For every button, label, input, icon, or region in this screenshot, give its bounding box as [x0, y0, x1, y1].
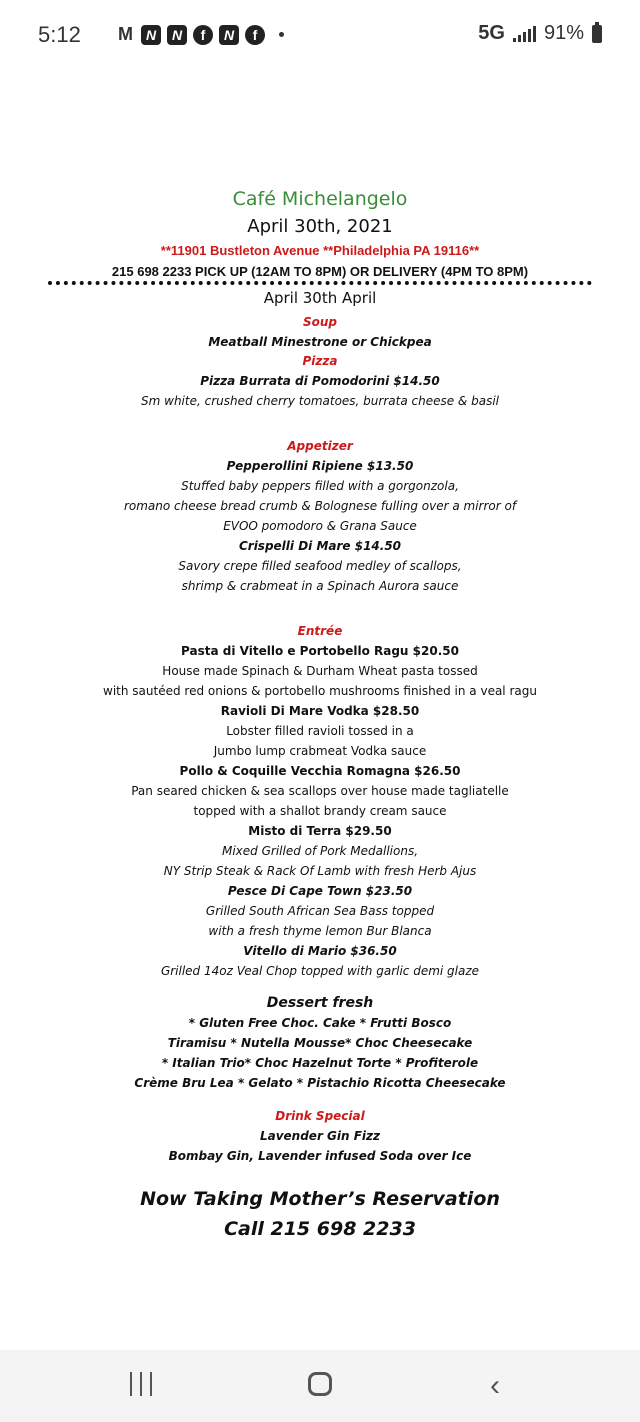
appetizer-2-name: Crispelli Di Mare $14.50 [238, 539, 402, 553]
appetizer-1-desc-1: Stuffed baby peppers filled with a gorgonzola, [181, 479, 459, 493]
entree-6-desc-1: Grilled 14oz Veal Chop topped with garlic demi glaze [160, 964, 480, 978]
entree-4-desc-2: NY Strip Steak & Rack Of Lamb with fresh Herb Ajus [163, 864, 477, 878]
facebook-icon: f [245, 25, 265, 45]
nextdoor-icon: N [167, 25, 187, 45]
entree-1-name: Pasta di Vitello e Portobello Ragu $20.50 [181, 644, 459, 658]
status-bar [0, 0, 640, 72]
restaurant-name: Café Michelangelo [232, 188, 408, 210]
entree-4-name: Misto di Terra $29.50 [248, 824, 392, 838]
appetizer-1-name: Pepperollini Ripiene $13.50 [226, 459, 414, 473]
phone-line: 215 698 2233 PICK UP (12AM TO 8PM) OR DELIVERY (4PM TO 8PM) [111, 264, 529, 279]
entree-3-desc-1: Pan seared chicken & sea scallops over house made tagliatelle [131, 784, 509, 798]
entree-2-desc-1: Lobster filled ravioli tossed in a [226, 724, 414, 738]
dessert-line-4: Crème Bru Lea * Gelato * Pistachio Ricotta Cheesecake [134, 1076, 506, 1090]
section-heading-dessert: Dessert fresh [266, 995, 374, 1011]
appetizer-2-desc-1: Savory crepe filled seafood medley of scallops, [178, 559, 462, 573]
signal-icon [513, 26, 536, 42]
entree-2-name: Ravioli Di Mare Vodka $28.50 [220, 704, 420, 718]
reservation-phone: Call 215 698 2233 [224, 1218, 416, 1240]
drink-name: Lavender Gin Fizz [259, 1129, 381, 1143]
nextdoor-icon: N [219, 25, 239, 45]
soup-item: Meatball Minestrone or Chickpea [208, 335, 432, 349]
reservation-notice: Now Taking Mother’s Reservation [140, 1188, 500, 1210]
status-time: 5:12 [38, 22, 81, 47]
restaurant-address: **11901 Bustleton Avenue **Philadelphia PA 19116** [160, 243, 480, 258]
entree-3-desc-2: topped with a shallot brandy cream sauce [193, 804, 447, 818]
nextdoor-icon: N [141, 25, 161, 45]
entree-5-name: Pesce Di Cape Town $23.50 [227, 884, 413, 898]
back-button[interactable]: ‹ [490, 1369, 500, 1402]
navigation-bar [0, 1350, 640, 1422]
entree-3-name: Pollo & Coquille Vecchia Romagna $26.50 [179, 764, 461, 778]
entree-5-desc-2: with a fresh thyme lemon Bur Blanca [208, 924, 432, 938]
network-label: 5G [478, 22, 505, 44]
pizza-description: Sm white, crushed cherry tomatoes, burrata cheese & basil [141, 394, 499, 408]
dotted-divider [48, 281, 592, 285]
section-heading-appetizer: Appetizer [287, 439, 353, 453]
drink-description: Bombay Gin, Lavender infused Soda over Ice [168, 1149, 472, 1163]
gmail-icon: M [118, 24, 133, 44]
entree-1-desc-1: House made Spinach & Durham Wheat pasta tossed [162, 664, 478, 678]
entree-5-desc-1: Grilled South African Sea Bass topped [205, 904, 435, 918]
dessert-line-2: Tiramisu * Nutella Mousse* Choc Cheesecake [167, 1036, 473, 1050]
entree-1-desc-2: with sautéed red onions & portobello mushrooms finished in a veal ragu [103, 684, 537, 698]
facebook-icon: f [193, 25, 213, 45]
battery-icon [592, 25, 602, 43]
sub-date: April 30th April [263, 289, 377, 307]
section-heading-soup: Soup [302, 315, 338, 329]
entree-4-desc-1: Mixed Grilled of Pork Medallions, [221, 844, 419, 858]
home-button[interactable] [308, 1372, 332, 1396]
section-heading-entree: Entrée [297, 624, 343, 638]
dessert-line-1: * Gluten Free Choc. Cake * Frutti Bosco [188, 1016, 452, 1030]
pizza-name: Pizza Burrata di Pomodorini $14.50 [200, 374, 440, 388]
more-notifications-icon [279, 32, 284, 37]
recent-apps-button[interactable] [130, 1372, 152, 1398]
section-heading-drink: Drink Special [275, 1109, 365, 1123]
appetizer-2-desc-2: shrimp & crabmeat in a Spinach Aurora sauce [181, 579, 459, 593]
section-heading-pizza: Pizza [302, 354, 338, 368]
entree-6-name: Vitello di Mario $36.50 [243, 944, 397, 958]
menu-document [0, 170, 640, 1244]
appetizer-1-desc-2: romano cheese bread crumb & Bolognese fulling over a mirror of [123, 499, 517, 513]
appetizer-1-desc-3: EVOO pomodoro & Grana Sauce [223, 519, 417, 533]
notification-icons [118, 24, 284, 45]
entree-2-desc-2: Jumbo lump crabmeat Vodka sauce [213, 744, 427, 758]
battery-level: 91% [543, 22, 584, 44]
status-right [478, 22, 602, 45]
dessert-line-3: * Italian Trio* Choc Hazelnut Torte * Profiterole [161, 1056, 479, 1070]
menu-date: April 30th, 2021 [247, 216, 393, 237]
